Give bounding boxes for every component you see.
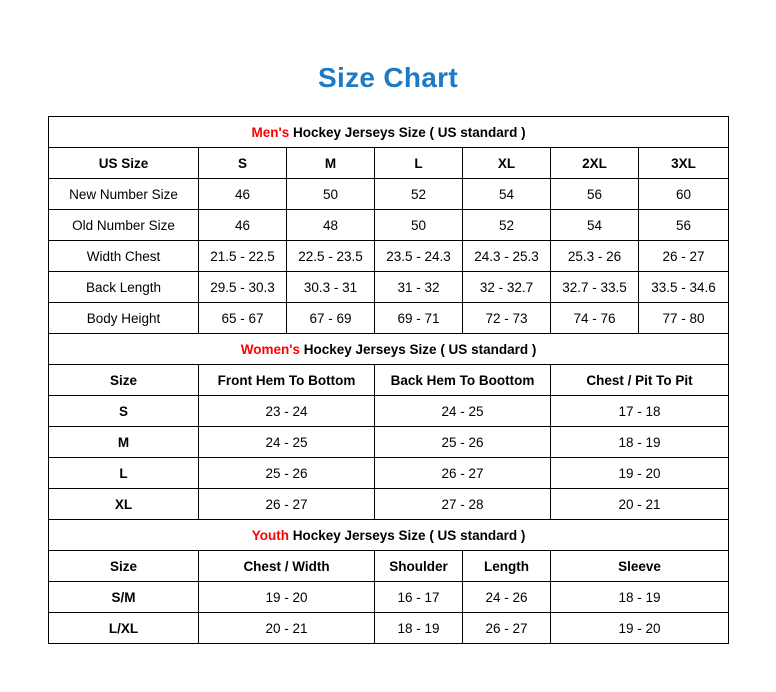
table-cell: 24.3 - 25.3 bbox=[463, 241, 551, 272]
table-cell: 50 bbox=[375, 210, 463, 241]
table-cell: 30.3 - 31 bbox=[287, 272, 375, 303]
mens-header-cell: S bbox=[199, 148, 287, 179]
section-heading-mens-rest: Hockey Jerseys Size ( US standard ) bbox=[289, 124, 526, 140]
table-cell: 48 bbox=[287, 210, 375, 241]
row-label: Width Chest bbox=[49, 241, 199, 272]
table-cell: 26 - 27 bbox=[639, 241, 729, 272]
row-label: Back Length bbox=[49, 272, 199, 303]
table-row bbox=[49, 489, 729, 520]
table-cell: 19 - 20 bbox=[551, 613, 729, 644]
table-row bbox=[49, 458, 729, 489]
table-cell: 54 bbox=[463, 179, 551, 210]
mens-header-cell: 2XL bbox=[551, 148, 639, 179]
womens-header-row bbox=[49, 365, 729, 396]
section-heading-womens-accent: Women's bbox=[240, 341, 300, 357]
row-label: S bbox=[49, 396, 199, 427]
table-cell: 23 - 24 bbox=[199, 396, 375, 427]
section-heading-womens-rest: Hockey Jerseys Size ( US standard ) bbox=[299, 341, 537, 357]
table-cell: 24 - 25 bbox=[375, 396, 551, 427]
table-cell: 52 bbox=[463, 210, 551, 241]
row-label: Old Number Size bbox=[49, 210, 199, 241]
table-row bbox=[49, 210, 729, 241]
mens-header-cell: M bbox=[287, 148, 375, 179]
womens-header-cell: Back Hem To Boottom bbox=[375, 365, 551, 396]
table-cell: 26 - 27 bbox=[463, 613, 551, 644]
table-cell: 46 bbox=[199, 179, 287, 210]
table-cell: 17 - 18 bbox=[551, 396, 729, 427]
size-chart-table bbox=[48, 116, 729, 644]
table-cell: 20 - 21 bbox=[199, 613, 375, 644]
womens-header-cell: Chest / Pit To Pit bbox=[551, 365, 729, 396]
section-heading-womens bbox=[49, 334, 729, 365]
table-cell: 67 - 69 bbox=[287, 303, 375, 334]
table-cell: 31 - 32 bbox=[375, 272, 463, 303]
youth-header-cell: Length bbox=[463, 551, 551, 582]
table-row bbox=[49, 272, 729, 303]
table-cell: 56 bbox=[551, 179, 639, 210]
table-cell: 74 - 76 bbox=[551, 303, 639, 334]
row-label: L/XL bbox=[49, 613, 199, 644]
table-cell: 26 - 27 bbox=[375, 458, 551, 489]
table-cell: 18 - 19 bbox=[551, 582, 729, 613]
table-cell: 65 - 67 bbox=[199, 303, 287, 334]
youth-header-cell: Shoulder bbox=[375, 551, 463, 582]
mens-header-row bbox=[49, 148, 729, 179]
table-row bbox=[49, 179, 729, 210]
mens-header-cell: US Size bbox=[49, 148, 199, 179]
table-cell: 24 - 26 bbox=[463, 582, 551, 613]
page-title: Size Chart bbox=[318, 62, 458, 93]
table-cell: 72 - 73 bbox=[463, 303, 551, 334]
table-cell: 20 - 21 bbox=[551, 489, 729, 520]
youth-header-cell: Chest / Width bbox=[199, 551, 375, 582]
table-cell: 60 bbox=[639, 179, 729, 210]
row-label: XL bbox=[49, 489, 199, 520]
table-cell: 18 - 19 bbox=[551, 427, 729, 458]
section-heading-youth-accent: Youth bbox=[251, 527, 289, 543]
table-cell: 25.3 - 26 bbox=[551, 241, 639, 272]
table-row bbox=[49, 613, 729, 644]
table-row bbox=[49, 427, 729, 458]
table-cell: 27 - 28 bbox=[375, 489, 551, 520]
section-heading-youth-cell bbox=[49, 520, 729, 551]
mens-header-cell: 3XL bbox=[639, 148, 729, 179]
row-label: S/M bbox=[49, 582, 199, 613]
table-cell: 21.5 - 22.5 bbox=[199, 241, 287, 272]
womens-header-cell: Size bbox=[49, 365, 199, 396]
size-chart-table-wrapper bbox=[48, 116, 728, 644]
mens-header-cell: L bbox=[375, 148, 463, 179]
youth-header-cell: Size bbox=[49, 551, 199, 582]
row-label: Body Height bbox=[49, 303, 199, 334]
table-cell: 29.5 - 30.3 bbox=[199, 272, 287, 303]
table-cell: 24 - 25 bbox=[199, 427, 375, 458]
row-label: L bbox=[49, 458, 199, 489]
table-cell: 50 bbox=[287, 179, 375, 210]
youth-header-row bbox=[49, 551, 729, 582]
section-heading-mens bbox=[49, 117, 729, 148]
table-cell: 54 bbox=[551, 210, 639, 241]
table-cell: 25 - 26 bbox=[199, 458, 375, 489]
section-heading-womens-cell bbox=[49, 334, 729, 365]
table-cell: 19 - 20 bbox=[551, 458, 729, 489]
youth-header-cell: Sleeve bbox=[551, 551, 729, 582]
table-cell: 33.5 - 34.6 bbox=[639, 272, 729, 303]
table-row bbox=[49, 303, 729, 334]
womens-header-cell: Front Hem To Bottom bbox=[199, 365, 375, 396]
table-cell: 23.5 - 24.3 bbox=[375, 241, 463, 272]
table-cell: 25 - 26 bbox=[375, 427, 551, 458]
table-cell: 16 - 17 bbox=[375, 582, 463, 613]
row-label: M bbox=[49, 427, 199, 458]
mens-header-cell: XL bbox=[463, 148, 551, 179]
table-cell: 32 - 32.7 bbox=[463, 272, 551, 303]
table-cell: 18 - 19 bbox=[375, 613, 463, 644]
table-cell: 19 - 20 bbox=[199, 582, 375, 613]
table-cell: 56 bbox=[639, 210, 729, 241]
section-heading-mens-cell bbox=[49, 117, 729, 148]
table-cell: 22.5 - 23.5 bbox=[287, 241, 375, 272]
table-cell: 52 bbox=[375, 179, 463, 210]
table-row bbox=[49, 241, 729, 272]
table-cell: 46 bbox=[199, 210, 287, 241]
table-cell: 69 - 71 bbox=[375, 303, 463, 334]
section-heading-youth-rest: Hockey Jerseys Size ( US standard ) bbox=[288, 527, 526, 543]
table-cell: 26 - 27 bbox=[199, 489, 375, 520]
table-cell: 32.7 - 33.5 bbox=[551, 272, 639, 303]
section-heading-mens-accent: Men's bbox=[251, 124, 290, 140]
table-row bbox=[49, 396, 729, 427]
row-label: New Number Size bbox=[49, 179, 199, 210]
table-row bbox=[49, 582, 729, 613]
section-heading-youth bbox=[49, 520, 729, 551]
table-cell: 77 - 80 bbox=[639, 303, 729, 334]
